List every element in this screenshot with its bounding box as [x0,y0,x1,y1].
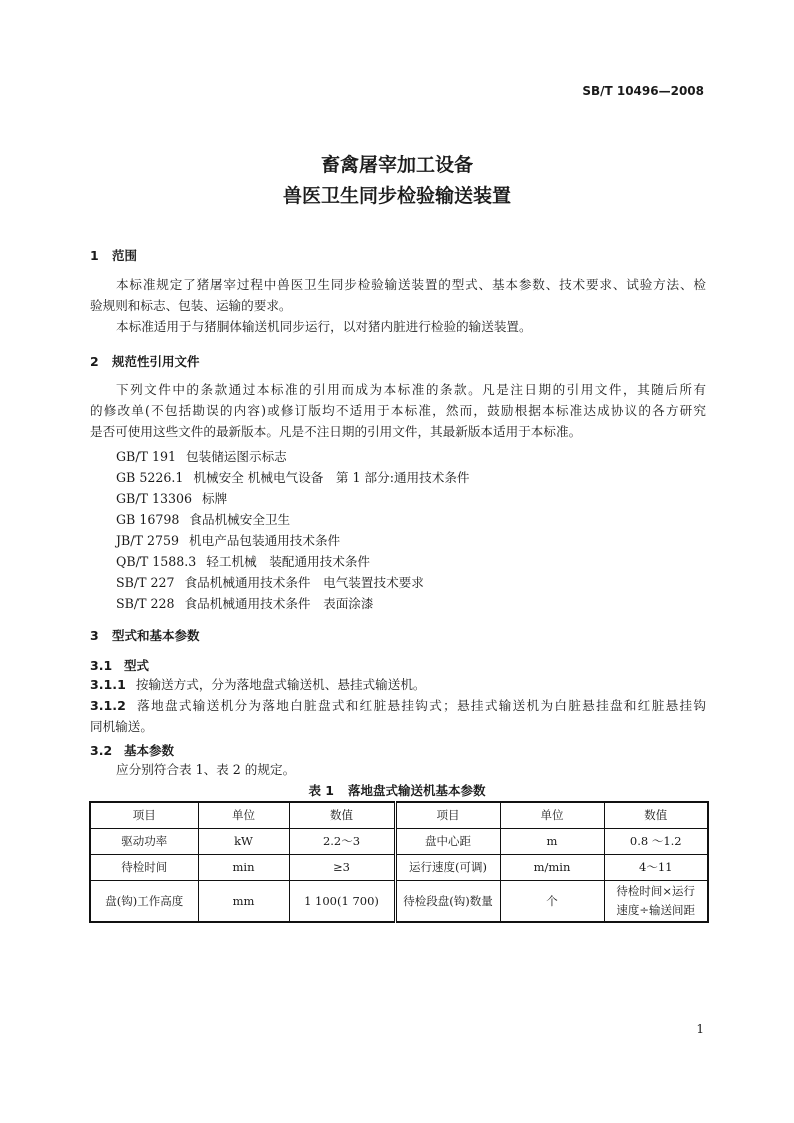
title-line-1: 畜禽屠宰加工设备 [320,154,473,176]
table-cell: 盘中心距 [395,828,500,854]
normative-reference [116,530,340,549]
table-cell [604,880,708,922]
normative-reference [116,488,227,507]
section-title: 规范性引用文件 [112,354,200,369]
section-title: 范围 [112,248,138,263]
paragraph-line: 同机输送。 [90,719,153,734]
normative-reference [116,509,290,528]
reference-title: 标牌 [202,491,228,506]
subsection-3-1-heading [90,656,149,674]
reference-code: GB/T 191 [116,449,176,464]
table-cell: 驱动功率 [90,828,198,854]
title-line-2: 兽医卫生同步检验输送装置 [282,185,511,207]
paragraph-line: 是否可使用这些文件的最新版本。凡是不注日期的引用文件，其最新版本适用于本标准。 [90,424,582,439]
table-header-cell: 单位 [198,802,289,828]
table-cell: 待检时间 [90,854,198,880]
table-row [90,880,708,922]
table-header-cell: 单位 [500,802,604,828]
section-title: 型式 [124,658,150,673]
table-header-row [90,802,708,828]
clause-number: 3.1.2 [90,698,126,713]
table-caption [0,781,794,799]
clause-number: 3.1.1 [90,677,126,692]
normative-reference [116,572,424,591]
table-header-cell: 项目 [395,802,500,828]
table-cell: 4～11 [604,854,708,880]
parameters-table [89,801,709,923]
section-3-heading [90,626,200,644]
reference-code: GB 5226.1 [116,470,184,485]
table-label: 表 1 [308,783,335,798]
table-header-cell: 数值 [289,802,395,828]
reference-code: JB/T 2759 [116,533,179,548]
paragraph-line: 验规则和标志、包装、运输的要求。 [90,298,292,313]
normative-reference [116,446,287,465]
reference-title: 轻工机械 装配通用技术条件 [206,554,371,569]
table-cell-line: 速度÷输送间距 [616,902,696,917]
section-number: 3 [90,628,99,643]
paragraph-line: 本标准规定了猪屠宰过程中兽医卫生同步检验输送装置的型式、基本参数、技术要求、试验方法、检 [116,277,706,292]
subsection-3-2-heading [90,741,174,759]
section-title: 型式和基本参数 [112,628,200,643]
reference-title: 包装储运图示标志 [186,449,287,464]
reference-title: 食品机械安全卫生 [189,512,291,527]
section-number: 3.1 [90,658,113,673]
section-number: 2 [90,354,99,369]
paragraph-line: 本标准适用于与猪胴体输送机同步运行，以对猪内脏进行检验的输送装置。 [116,319,532,334]
clause-3-1-2 [90,696,706,716]
table-header-cell: 项目 [90,802,198,828]
table-cell: 待检段盘(钩)数量 [395,880,500,922]
reference-code: SB/T 228 [116,596,175,611]
paragraph-line: 下列文件中的条款通过本标准的引用而成为本标准的条款。凡是注日期的引用文件，其随后所有 [116,382,706,397]
reference-code: QB/T 1588.3 [116,554,197,569]
table-cell: 盘(钩)工作高度 [90,880,198,922]
table-cell: 0.8 ～1.2 [604,828,708,854]
section-title: 基本参数 [124,743,175,758]
section-number: 3.2 [90,743,113,758]
clause-3-1-1 [90,675,706,695]
clause-text: 按输送方式，分为落地盘式输送机、悬挂式输送机。 [135,677,426,692]
table-cell: 运行速度(可调) [395,854,500,880]
table-title: 落地盘式输送机基本参数 [348,783,486,798]
section-2-heading [90,352,200,370]
table-cell: ≥3 [289,854,395,880]
table-cell: m/min [500,854,604,880]
table-cell: kW [198,828,289,854]
reference-code: GB 16798 [116,512,180,527]
paragraph-line: 应分别符合表 1、表 2 的规定。 [116,762,296,777]
table-row [90,854,708,880]
normative-reference [116,593,373,612]
reference-title: 机电产品包装通用技术条件 [189,533,341,548]
reference-title: 机械安全 机械电气设备 第 1 部分:通用技术条件 [193,470,470,485]
reference-code: SB/T 227 [116,575,175,590]
reference-code: GB/T 13306 [116,491,193,506]
table-cell-line: 待检时间×运行 [616,883,696,898]
table-cell: 1 100(1 700) [289,880,395,922]
document-number: SB/T 10496—2008 [582,84,704,98]
clause-text: 落地盘式输送机分为落地白脏盘式和红脏悬挂钩式；悬挂式输送机为白脏悬挂盘和红脏悬挂钩 [135,698,706,713]
table-cell: m [500,828,604,854]
normative-reference [116,467,470,486]
table-cell: mm [198,880,289,922]
table-header-cell: 数值 [604,802,708,828]
normative-reference [116,551,370,570]
table-cell: 2.2～3 [289,828,395,854]
table-row [90,828,708,854]
paragraph-line: 的修改单(不包括勘误的内容)或修订版均不适用于本标准，然而，鼓励根据本标准达成协议的各方研究 [90,403,706,418]
table-cell: 个 [500,880,604,922]
reference-title: 食品机械通用技术条件 电气装置技术要求 [184,575,424,590]
table-cell: min [198,854,289,880]
reference-title: 食品机械通用技术条件 表面涂漆 [184,596,374,611]
page-number: 1 [696,1022,704,1036]
section-number: 1 [90,248,99,263]
section-1-heading [90,246,137,264]
